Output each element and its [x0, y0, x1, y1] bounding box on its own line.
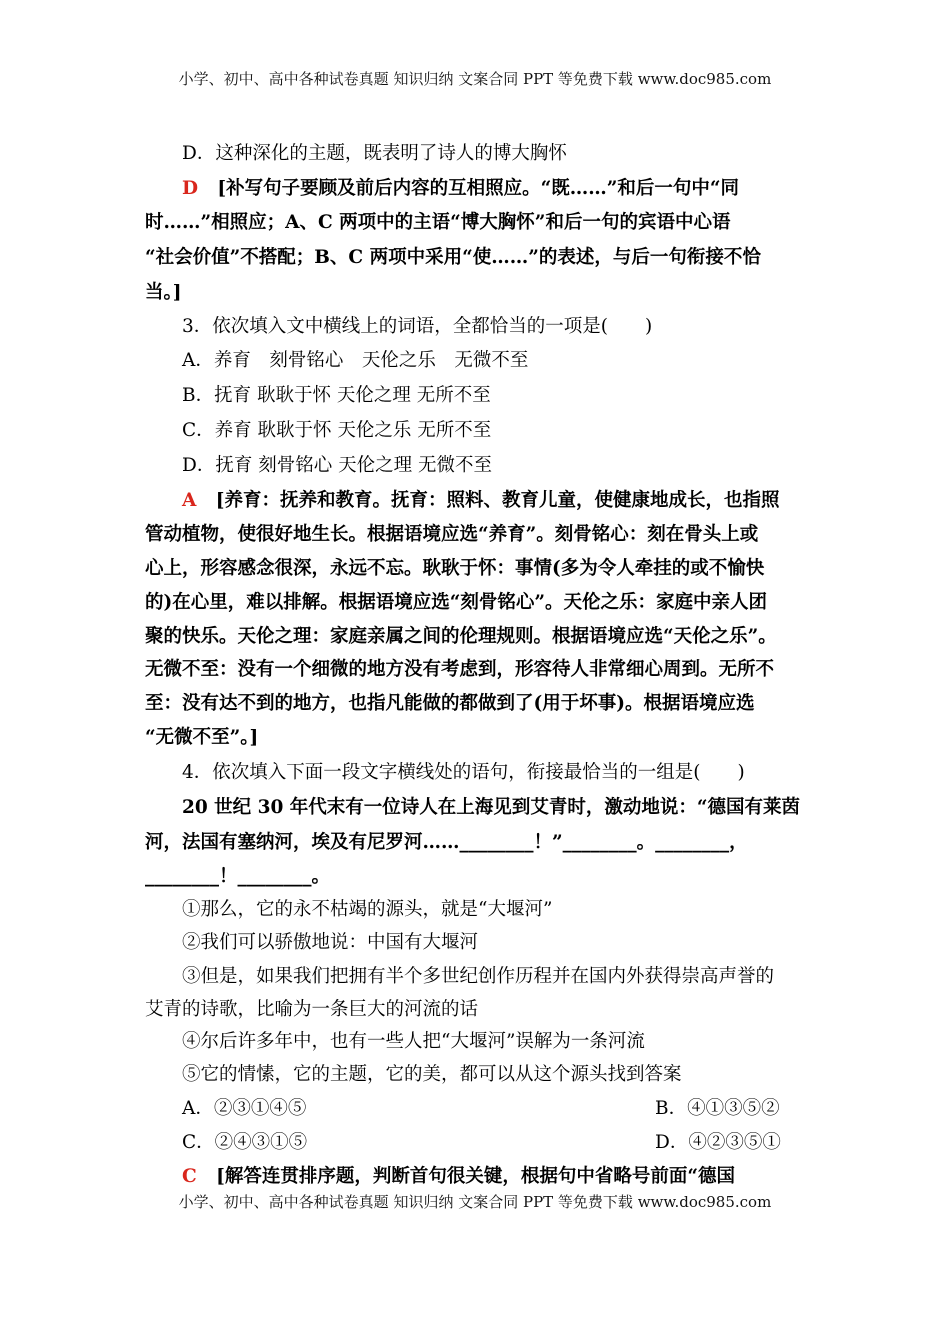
q3-explanation-line-8: “无微不至”。] [145, 727, 259, 748]
q2-explanation-line-2: 时……”相照应；A、C 两项中的主语“博大胸怀”和后一句的宾语中心语 [145, 212, 731, 233]
q4-sentence-3-cont: 艾青的诗歌，比喻为一条巨大的河流的话 [145, 999, 479, 1020]
q4-options-row-1 [182, 1098, 847, 1120]
q3-explanation-line-3: 心上，形容感念很深，永远不忘。耿耿于怀：事情(多为令人牵挂的或不愉快 [145, 558, 765, 579]
q4-options-row-2 [182, 1132, 847, 1154]
q4-option-a: A．②③①④⑤ [182, 1098, 307, 1119]
q3-option-b: B．抚育 耿耿于怀 天伦之理 无所不至 [182, 385, 491, 406]
q4-option-d: D．④②③⑤① [655, 1132, 781, 1153]
q4-answer: C [182, 1166, 197, 1187]
q4-option-b: B．④①③⑤② [655, 1098, 780, 1119]
q4-option-c: C．②④③①⑤ [182, 1132, 308, 1153]
q3-explanation-line-5: 聚的快乐。天伦之理：家庭亲属之间的伦理规则。根据语境应选“天伦之乐”。 [145, 626, 777, 647]
q3-stem: 3．依次填入文中横线上的词语，全都恰当的一项是( ) [182, 316, 653, 337]
q4-explanation-line-1: C [解答连贯排序题，判断首句很关键，根据句中省略号前面“德国 [182, 1166, 735, 1187]
q2-explanation-line-1: D [补写句子要顾及前后内容的互相照应。“既……”和后一句中“同 [182, 178, 740, 199]
q3-explanation-line-2: 管动植物，使很好地生长。根据语境应选“养育”。刻骨铭心：刻在骨头上或 [145, 524, 759, 545]
q3-explanation-line-1: A [养育：抚养和教育。抚育：照料、教育儿童，使健康地成长，也指照 [182, 490, 780, 511]
q4-sentence-3: ③但是，如果我们把拥有半个多世纪创作历程并在国内外获得崇高声誉的 [182, 966, 775, 987]
q3-explanation-line-7: 至：没有达不到的地方，也指凡能做的都做到了(用于坏事)。根据语境应选 [145, 693, 755, 714]
q4-passage-line-2: 河，法国有塞纳河，埃及有尼罗河……________！”________。________， [145, 832, 748, 853]
q3-option-c: C．养育 耿耿于怀 天伦之乐 无所不至 [182, 420, 492, 441]
q3-explanation-line-4: 的)在心里，难以排解。根据语境应选“刻骨铭心”。天伦之乐：家庭中亲人团 [145, 592, 768, 613]
q4-passage-line-3: ________！________。 [145, 866, 331, 887]
page-footer: 小学、初中、高中各种试卷真题 知识归纳 文案合同 PPT 等免费下载 www.doc985.com [178, 1193, 772, 1211]
q4-stem: 4．依次填入下面一段文字横线处的语句，衔接最恰当的一组是( ) [182, 762, 745, 783]
q3-option-a: A．养育 刻骨铭心 天伦之乐 无微不至 [182, 350, 529, 371]
q4-sentence-5: ⑤它的情愫，它的主题，它的美，都可以从这个源头找到答案 [182, 1064, 682, 1085]
q2-option-d: D．这种深化的主题，既表明了诗人的博大胸怀 [182, 143, 567, 164]
page-header: 小学、初中、高中各种试卷真题 知识归纳 文案合同 PPT 等免费下载 www.doc985.com [178, 70, 772, 88]
q4-sentence-1: ①那么，它的永不枯竭的源头，就是“大堰河” [182, 899, 553, 920]
q2-explanation-line-3: “社会价值”不搭配；B、C 两项中采用“使……”的表述，与后一句衔接不恰 [145, 247, 761, 268]
q3-option-d: D．抚育 刻骨铭心 天伦之理 无微不至 [182, 455, 492, 476]
q2-answer: D [182, 178, 199, 199]
q4-sentence-4: ④尔后许多年中，也有一些人把“大堰河”误解为一条河流 [182, 1031, 645, 1052]
q3-explanation-line-6: 无微不至：没有一个细微的地方没有考虑到，形容待人非常细心周到。无所不 [145, 659, 775, 680]
q4-sentence-2: ②我们可以骄傲地说：中国有大堰河 [182, 932, 479, 953]
q3-answer: A [182, 490, 197, 511]
q2-explanation-line-4: 当。] [145, 282, 182, 303]
q4-passage-line-1: 20 世纪 30 年代末有一位诗人在上海见到艾青时，激动地说：“德国有莱茵 [182, 797, 800, 818]
